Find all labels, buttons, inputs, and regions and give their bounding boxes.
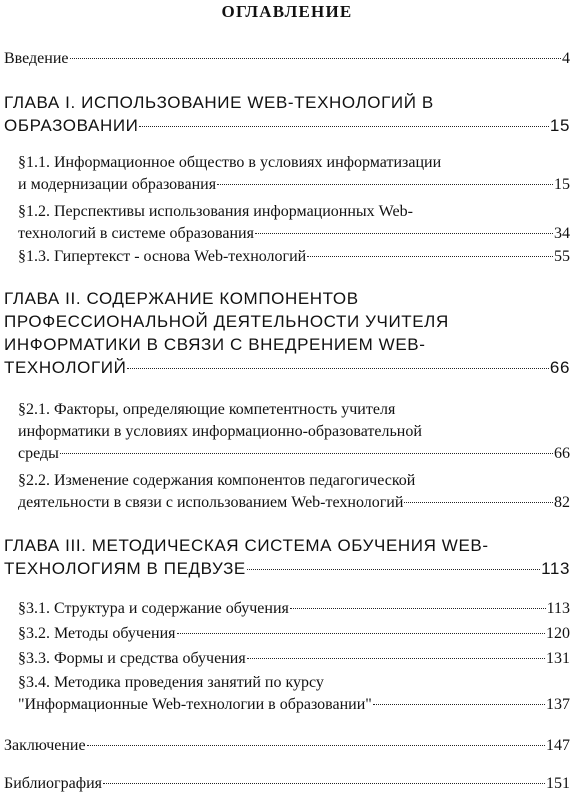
- toc-entry-page: 131: [546, 650, 570, 667]
- section-line: §1.3. Гипертекст - основа Web-технологий: [18, 248, 307, 265]
- section-line: §3.2. Методы обучения: [18, 625, 176, 642]
- toc-chapter-2[interactable]: [4, 287, 570, 379]
- section-line: технологий в системе образования: [18, 225, 254, 242]
- leader-dots: [247, 569, 540, 570]
- toc-section-3-4[interactable]: [18, 672, 570, 716]
- toc-section-1-2[interactable]: [18, 201, 570, 245]
- section-line: среды: [18, 445, 59, 462]
- toc-entry-conclusion[interactable]: [4, 735, 570, 757]
- toc-entry-page: 120: [546, 625, 570, 642]
- leader-dots: [255, 233, 553, 234]
- leader-dots: [217, 184, 553, 185]
- toc-entry-page: 66: [549, 358, 570, 377]
- section-line: §3.4. Методика проведения занятий по курсу: [18, 674, 324, 691]
- section-line: §1.1. Информационное общество в условиях информатизации: [18, 154, 442, 171]
- leader-dots: [404, 502, 553, 503]
- leader-dots: [290, 608, 546, 609]
- leader-dots: [103, 783, 545, 784]
- leader-dots: [307, 256, 553, 257]
- toc-entry-page: 113: [541, 559, 570, 578]
- toc-section-3-3[interactable]: [18, 648, 570, 670]
- toc-entry-introduction[interactable]: [4, 48, 570, 70]
- chapter-line: ОБРАЗОВАНИИ: [4, 116, 139, 135]
- section-line: §3.3. Формы и средства обучения: [18, 650, 246, 667]
- toc-entry-page: 15: [549, 116, 570, 135]
- toc-entry-page: 55: [554, 248, 570, 265]
- toc-entry-page: 4: [562, 50, 570, 67]
- section-line: информатики в условиях информационно-образовательной: [18, 423, 422, 440]
- section-line: §3.1. Структура и содержание обучения: [18, 600, 289, 617]
- section-line: "Информационные Web-технологии в образовании": [18, 696, 372, 713]
- toc-section-2-2[interactable]: [18, 470, 570, 514]
- section-line: деятельности в связи с использованием Web-технологий: [18, 494, 404, 511]
- section-line: §2.2. Изменение содержания компонентов педагогической: [18, 472, 416, 489]
- toc-entry-page: 147: [546, 737, 570, 754]
- toc-section-1-1[interactable]: [18, 152, 570, 196]
- toc-entry-page: 82: [554, 494, 570, 511]
- leader-dots: [247, 658, 545, 659]
- chapter-line: ИНФОРМАТИКИ В СВЯЗИ С ВНЕДРЕНИЕМ WEB-: [4, 335, 426, 354]
- leader-dots: [60, 453, 553, 454]
- chapter-line: ТЕХНОЛОГИЙ: [4, 358, 127, 377]
- toc-entry-bibliography[interactable]: [4, 773, 570, 795]
- page-title: ОГЛАВЛЕНИЕ: [221, 2, 353, 21]
- toc-chapter-1[interactable]: [4, 91, 570, 137]
- section-line: §1.2. Перспективы использования информационных Web-: [18, 203, 413, 220]
- leader-dots: [70, 58, 562, 59]
- section-line: и модернизации образования: [18, 176, 217, 193]
- toc-section-1-3[interactable]: [18, 246, 570, 268]
- toc-entry-page: 113: [546, 600, 570, 617]
- chapter-line: ГЛАВА III. МЕТОДИЧЕСКАЯ СИСТЕМА ОБУЧЕНИЯ WEB-: [4, 536, 489, 555]
- toc-chapter-3[interactable]: [4, 534, 570, 580]
- chapter-line: ГЛАВА II. СОДЕРЖАНИЕ КОМПОНЕНТОВ: [4, 289, 359, 308]
- toc-entry-page: 34: [554, 225, 570, 242]
- toc-entry-page: 151: [546, 775, 570, 792]
- toc-entry-label: Заключение: [4, 737, 86, 754]
- chapter-line: ПРОФЕССИОНАЛЬНОЙ ДЕЯТЕЛЬНОСТИ УЧИТЕЛЯ: [4, 312, 449, 331]
- toc-entry-label: Введение: [4, 50, 69, 67]
- section-line: §2.1. Факторы, определяющие компетентность учителя: [18, 401, 396, 418]
- leader-dots: [177, 633, 546, 634]
- leader-dots: [139, 126, 548, 127]
- leader-dots: [127, 368, 548, 369]
- toc-entry-page: 15: [554, 176, 570, 193]
- leader-dots: [373, 704, 545, 705]
- toc-section-3-1[interactable]: [18, 598, 570, 620]
- leader-dots: [87, 745, 545, 746]
- chapter-line: ГЛАВА I. ИСПОЛЬЗОВАНИЕ WEB-ТЕХНОЛОГИЙ В: [4, 93, 434, 112]
- toc-entry-label: Библиография: [4, 775, 102, 792]
- toc-section-3-2[interactable]: [18, 623, 570, 645]
- toc-entry-page: 66: [554, 445, 570, 462]
- chapter-line: ТЕХНОЛОГИЯМ В ПЕДВУЗЕ: [4, 559, 246, 578]
- toc-section-2-1[interactable]: [18, 399, 570, 465]
- toc-entry-page: 137: [546, 696, 570, 713]
